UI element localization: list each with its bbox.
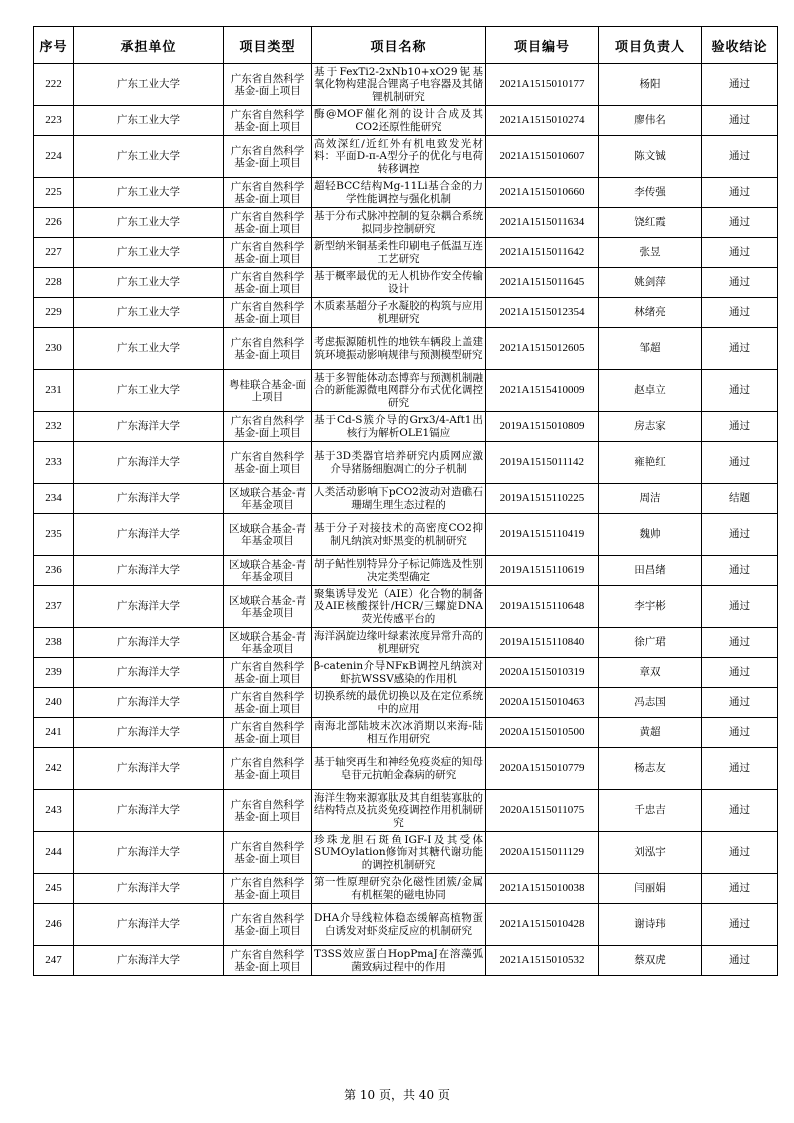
table-row	[34, 298, 778, 328]
cell-unit: 广东海洋大学	[74, 556, 224, 586]
cell-type: 广东省自然科学基金-面上项目	[224, 178, 312, 208]
cell-name: 第一性原理研究杂化磁性团簇/金属有机框架的磁电协同	[312, 874, 486, 904]
cell-leader: 姚剑萍	[599, 268, 702, 298]
cell-code: 2021A1515010038	[486, 874, 599, 904]
cell-name: T3SS效应蛋白HopPmaJ在溶藻弧菌致病过程中的作用	[312, 946, 486, 976]
cell-name: 基于FexTi2-2xNb10+xO29铌基氧化物构建混合锂离子电容器及其储锂机制研究	[312, 64, 486, 106]
cell-name: 基于3D类器官培养研究内质网应激介导猪肠细胞凋亡的分子机制	[312, 442, 486, 484]
cell-leader: 刘泓宇	[599, 832, 702, 874]
cell-result: 通过	[702, 298, 778, 328]
cell-leader: 林绪亮	[599, 298, 702, 328]
cell-leader: 廖伟名	[599, 106, 702, 136]
cell-result: 通过	[702, 628, 778, 658]
cell-name: 基于多智能体动态博弈与预测机制融合的新能源微电网群分布式优化调控研究	[312, 370, 486, 412]
cell-result: 通过	[702, 556, 778, 586]
cell-unit: 广东海洋大学	[74, 748, 224, 790]
cell-unit: 广东海洋大学	[74, 874, 224, 904]
cell-code: 2019A1515110840	[486, 628, 599, 658]
table-row	[34, 790, 778, 832]
cell-type: 广东省自然科学基金-面上项目	[224, 298, 312, 328]
table-row	[34, 946, 778, 976]
cell-unit: 广东海洋大学	[74, 514, 224, 556]
cell-seq: 238	[34, 628, 74, 658]
cell-name: 高效深红/近红外有机电致发光材料：平面D-π-A型分子的优化与电荷转移调控	[312, 136, 486, 178]
cell-unit: 广东海洋大学	[74, 904, 224, 946]
cell-leader: 房志家	[599, 412, 702, 442]
cell-name: 海洋涡旋边缘叶绿素浓度异常升高的机理研究	[312, 628, 486, 658]
cell-result: 通过	[702, 658, 778, 688]
table-row	[34, 136, 778, 178]
cell-name: 切换系统的最优切换以及在定位系统中的应用	[312, 688, 486, 718]
table-row	[34, 64, 778, 106]
cell-result: 通过	[702, 832, 778, 874]
cell-leader: 谢诗玮	[599, 904, 702, 946]
table-row	[34, 238, 778, 268]
cell-code: 2021A1515011642	[486, 238, 599, 268]
cell-result: 通过	[702, 328, 778, 370]
cell-leader: 黄超	[599, 718, 702, 748]
cell-code: 2021A1515010607	[486, 136, 599, 178]
cell-result: 通过	[702, 790, 778, 832]
cell-result: 通过	[702, 268, 778, 298]
cell-result: 通过	[702, 64, 778, 106]
cell-seq: 232	[34, 412, 74, 442]
table-row	[34, 718, 778, 748]
cell-result: 通过	[702, 370, 778, 412]
cell-seq: 231	[34, 370, 74, 412]
cell-unit: 广东海洋大学	[74, 946, 224, 976]
cell-seq: 226	[34, 208, 74, 238]
cell-unit: 广东工业大学	[74, 370, 224, 412]
cell-code: 2019A1515110648	[486, 586, 599, 628]
table-row	[34, 328, 778, 370]
acceptance-results-table	[33, 26, 778, 976]
cell-seq: 246	[34, 904, 74, 946]
table-header-row	[34, 27, 778, 64]
cell-unit: 广东工业大学	[74, 268, 224, 298]
cell-leader: 周洁	[599, 484, 702, 514]
cell-result: 通过	[702, 586, 778, 628]
table-row	[34, 832, 778, 874]
table-row	[34, 268, 778, 298]
cell-type: 广东省自然科学基金-面上项目	[224, 718, 312, 748]
cell-seq: 247	[34, 946, 74, 976]
cell-type: 区域联合基金-青年基金项目	[224, 628, 312, 658]
cell-code: 2021A1515410009	[486, 370, 599, 412]
cell-name: 基于概率最优的无人机协作安全传输设计	[312, 268, 486, 298]
cell-result: 通过	[702, 874, 778, 904]
table-row	[34, 556, 778, 586]
cell-leader: 章双	[599, 658, 702, 688]
table-row	[34, 208, 778, 238]
cell-name: 木质素基超分子水凝胶的构筑与应用机理研究	[312, 298, 486, 328]
cell-name: 酶@MOF催化剂的设计合成及其CO2还原性能研究	[312, 106, 486, 136]
cell-type: 区域联合基金-青年基金项目	[224, 484, 312, 514]
table-row	[34, 514, 778, 556]
cell-leader: 邹超	[599, 328, 702, 370]
cell-leader: 李宇彬	[599, 586, 702, 628]
cell-seq: 240	[34, 688, 74, 718]
cell-type: 广东省自然科学基金-面上项目	[224, 412, 312, 442]
cell-code: 2020A1515010319	[486, 658, 599, 688]
cell-leader: 徐广珺	[599, 628, 702, 658]
cell-type: 广东省自然科学基金-面上项目	[224, 832, 312, 874]
cell-result: 通过	[702, 688, 778, 718]
cell-seq: 229	[34, 298, 74, 328]
cell-name: 基于分布式脉冲控制的复杂耦合系统拟同步控制研究	[312, 208, 486, 238]
cell-unit: 广东工业大学	[74, 328, 224, 370]
cell-code: 2021A1515011645	[486, 268, 599, 298]
cell-unit: 广东工业大学	[74, 238, 224, 268]
table-body	[34, 64, 778, 976]
cell-unit: 广东海洋大学	[74, 412, 224, 442]
table-row	[34, 904, 778, 946]
cell-seq: 241	[34, 718, 74, 748]
cell-type: 广东省自然科学基金-面上项目	[224, 874, 312, 904]
cell-unit: 广东海洋大学	[74, 628, 224, 658]
cell-type: 广东省自然科学基金-面上项目	[224, 748, 312, 790]
cell-code: 2021A1515010532	[486, 946, 599, 976]
cell-code: 2020A1515010500	[486, 718, 599, 748]
cell-leader: 雍艳红	[599, 442, 702, 484]
cell-type: 广东省自然科学基金-面上项目	[224, 268, 312, 298]
cell-unit: 广东工业大学	[74, 106, 224, 136]
cell-type: 广东省自然科学基金-面上项目	[224, 208, 312, 238]
table-row	[34, 748, 778, 790]
cell-unit: 广东海洋大学	[74, 484, 224, 514]
cell-name: 超轻BCC结构Mg-11Li基合金的力学性能调控与强化机制	[312, 178, 486, 208]
cell-seq: 234	[34, 484, 74, 514]
cell-type: 粤桂联合基金-面上项目	[224, 370, 312, 412]
results-table-container	[33, 26, 777, 976]
cell-code: 2020A1515011075	[486, 790, 599, 832]
cell-leader: 张昱	[599, 238, 702, 268]
cell-seq: 244	[34, 832, 74, 874]
cell-seq: 222	[34, 64, 74, 106]
cell-type: 广东省自然科学基金-面上项目	[224, 136, 312, 178]
cell-result: 通过	[702, 946, 778, 976]
cell-code: 2019A1515110225	[486, 484, 599, 514]
cell-code: 2021A1515012605	[486, 328, 599, 370]
cell-leader: 蔡双虎	[599, 946, 702, 976]
cell-name: 人类活动影响下pCO2波动对造礁石珊瑚生理生态过程的	[312, 484, 486, 514]
cell-result: 结题	[702, 484, 778, 514]
cell-code: 2021A1515010428	[486, 904, 599, 946]
cell-name: 基于分子对接技术的高密度CO2抑制凡纳滨对虾黑变的机制研究	[312, 514, 486, 556]
cell-type: 广东省自然科学基金-面上项目	[224, 946, 312, 976]
cell-seq: 228	[34, 268, 74, 298]
cell-name: 基于轴突再生和神经免疫炎症的知母皂苷元抗帕金森病的研究	[312, 748, 486, 790]
header-code: 项目编号	[486, 27, 599, 64]
cell-code: 2019A1515110619	[486, 556, 599, 586]
cell-result: 通过	[702, 514, 778, 556]
header-result: 验收结论	[702, 27, 778, 64]
cell-name: β-catenin介导NFκB调控凡纳滨对虾抗WSSV感染的作用机	[312, 658, 486, 688]
cell-name: 聚集诱导发光（AIE）化合物的制备及AIE核酸探针/HCR/三螺旋DNA荧光传感平台的	[312, 586, 486, 628]
cell-seq: 245	[34, 874, 74, 904]
table-row	[34, 874, 778, 904]
cell-unit: 广东海洋大学	[74, 586, 224, 628]
table-row	[34, 178, 778, 208]
cell-result: 通过	[702, 208, 778, 238]
table-row	[34, 442, 778, 484]
cell-seq: 236	[34, 556, 74, 586]
cell-code: 2020A1515010779	[486, 748, 599, 790]
cell-name: 考虑振源随机性的地铁车辆段上盖建筑环境振动影响规律与预测模型研究	[312, 328, 486, 370]
cell-code: 2021A1515012354	[486, 298, 599, 328]
table-row	[34, 658, 778, 688]
cell-unit: 广东海洋大学	[74, 832, 224, 874]
table-row	[34, 586, 778, 628]
cell-code: 2021A1515010274	[486, 106, 599, 136]
cell-seq: 223	[34, 106, 74, 136]
cell-result: 通过	[702, 178, 778, 208]
cell-unit: 广东海洋大学	[74, 790, 224, 832]
cell-code: 2019A1515011142	[486, 442, 599, 484]
cell-type: 广东省自然科学基金-面上项目	[224, 106, 312, 136]
cell-type: 广东省自然科学基金-面上项目	[224, 328, 312, 370]
cell-seq: 227	[34, 238, 74, 268]
cell-unit: 广东工业大学	[74, 136, 224, 178]
cell-leader: 闫丽娟	[599, 874, 702, 904]
cell-leader: 魏帅	[599, 514, 702, 556]
cell-leader: 杨阳	[599, 64, 702, 106]
cell-leader: 陈文铖	[599, 136, 702, 178]
cell-unit: 广东工业大学	[74, 208, 224, 238]
cell-type: 广东省自然科学基金-面上项目	[224, 238, 312, 268]
cell-result: 通过	[702, 238, 778, 268]
cell-result: 通过	[702, 718, 778, 748]
cell-seq: 233	[34, 442, 74, 484]
cell-name: 胡子鲇性别特异分子标记筛选及性别决定类型确定	[312, 556, 486, 586]
page-footer: 第 10 页，共 40 页	[344, 1088, 450, 1102]
cell-seq: 242	[34, 748, 74, 790]
cell-code: 2021A1515010660	[486, 178, 599, 208]
cell-name: 南海北部陆坡末次冰消期以来海-陆相互作用研究	[312, 718, 486, 748]
cell-result: 通过	[702, 412, 778, 442]
cell-seq: 239	[34, 658, 74, 688]
cell-code: 2019A1515110419	[486, 514, 599, 556]
header-unit: 承担单位	[74, 27, 224, 64]
cell-name: 新型纳米铜基柔性印刷电子低温互连工艺研究	[312, 238, 486, 268]
header-name: 项目名称	[312, 27, 486, 64]
header-leader: 项目负责人	[599, 27, 702, 64]
cell-seq: 230	[34, 328, 74, 370]
table-row	[34, 484, 778, 514]
cell-type: 区域联合基金-青年基金项目	[224, 586, 312, 628]
cell-type: 区域联合基金-青年基金项目	[224, 556, 312, 586]
cell-code: 2019A1515010809	[486, 412, 599, 442]
table-row	[34, 628, 778, 658]
cell-unit: 广东海洋大学	[74, 442, 224, 484]
table-row	[34, 106, 778, 136]
cell-type: 区域联合基金-青年基金项目	[224, 514, 312, 556]
cell-name: DHA介导线粒体稳态缓解高植物蛋白诱发对虾炎症反应的机制研究	[312, 904, 486, 946]
cell-type: 广东省自然科学基金-面上项目	[224, 790, 312, 832]
cell-leader: 饶红霞	[599, 208, 702, 238]
table-row	[34, 688, 778, 718]
table-row	[34, 412, 778, 442]
cell-result: 通过	[702, 136, 778, 178]
cell-result: 通过	[702, 904, 778, 946]
cell-code: 2021A1515010177	[486, 64, 599, 106]
cell-seq: 224	[34, 136, 74, 178]
cell-unit: 广东工业大学	[74, 64, 224, 106]
cell-type: 广东省自然科学基金-面上项目	[224, 904, 312, 946]
cell-unit: 广东工业大学	[74, 178, 224, 208]
cell-type: 广东省自然科学基金-面上项目	[224, 442, 312, 484]
header-seq: 序号	[34, 27, 74, 64]
cell-leader: 杨志友	[599, 748, 702, 790]
cell-unit: 广东海洋大学	[74, 688, 224, 718]
cell-leader: 冯志国	[599, 688, 702, 718]
cell-seq: 225	[34, 178, 74, 208]
cell-seq: 235	[34, 514, 74, 556]
cell-unit: 广东工业大学	[74, 298, 224, 328]
cell-unit: 广东海洋大学	[74, 658, 224, 688]
cell-seq: 243	[34, 790, 74, 832]
cell-leader: 田昌绪	[599, 556, 702, 586]
cell-result: 通过	[702, 442, 778, 484]
cell-code: 2021A1515011634	[486, 208, 599, 238]
cell-type: 广东省自然科学基金-面上项目	[224, 64, 312, 106]
cell-code: 2020A1515011129	[486, 832, 599, 874]
cell-seq: 237	[34, 586, 74, 628]
cell-type: 广东省自然科学基金-面上项目	[224, 658, 312, 688]
cell-leader: 千忠吉	[599, 790, 702, 832]
cell-code: 2020A1515010463	[486, 688, 599, 718]
cell-type: 广东省自然科学基金-面上项目	[224, 688, 312, 718]
cell-result: 通过	[702, 106, 778, 136]
cell-name: 基于Cd-S簇介导的Grx3/4-Aft1出核行为解析OLE1镉应	[312, 412, 486, 442]
header-type: 项目类型	[224, 27, 312, 64]
table-row	[34, 370, 778, 412]
cell-name: 珍珠龙胆石斑鱼IGF-I及其受体SUMOylation修饰对其糖代谢功能的调控机制研究	[312, 832, 486, 874]
cell-name: 海洋生物来源寡肽及其自组装寡肽的结构特点及抗炎免疫调控作用机制研究	[312, 790, 486, 832]
cell-unit: 广东海洋大学	[74, 718, 224, 748]
cell-leader: 李传强	[599, 178, 702, 208]
cell-result: 通过	[702, 748, 778, 790]
cell-leader: 赵卓立	[599, 370, 702, 412]
